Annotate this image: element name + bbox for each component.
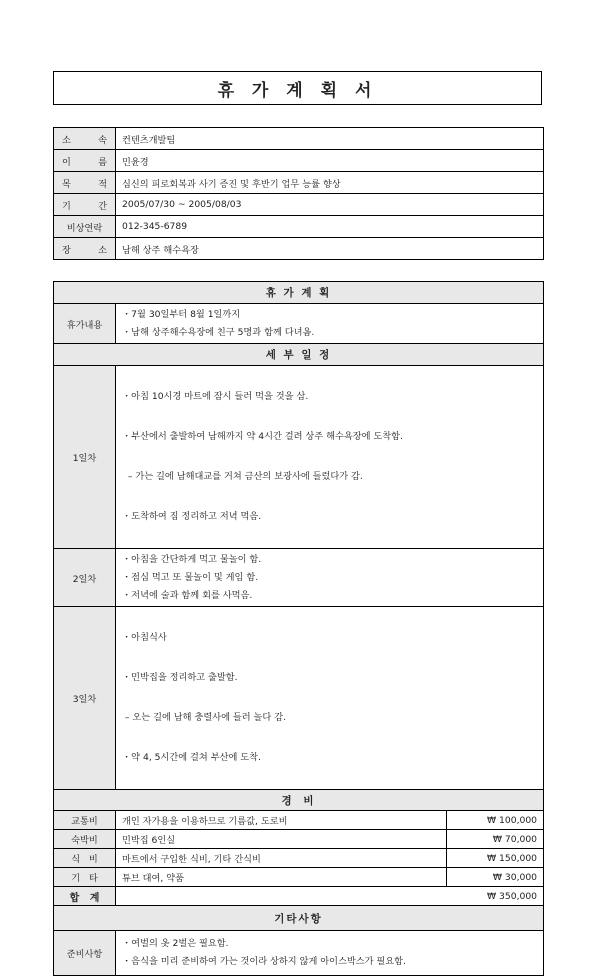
info-value: 민윤경: [116, 150, 544, 172]
schedule-line: ・아침 10시경 마트에 잠시 들러 먹을 것을 삼.: [122, 391, 309, 402]
info-row-period: [54, 194, 544, 216]
schedule-day-label: 3일차: [54, 607, 116, 790]
plan-table: [53, 281, 544, 976]
info-label: 이 름: [62, 156, 107, 168]
expense-desc: 민박집 6인실: [116, 830, 447, 849]
other-row: [54, 931, 544, 976]
expense-desc: 개인 자가용을 이용하므로 기름값, 도로비: [116, 811, 447, 830]
schedule-day-row: [54, 549, 544, 607]
schedule-line: ・점심 먹고 또 물놀이 및 게임 함.: [122, 571, 259, 583]
expense-total-label: 합 계: [54, 887, 116, 906]
document-title-box: [53, 71, 542, 105]
plan-content-row: [54, 304, 544, 344]
expense-row: [54, 830, 544, 849]
info-row-purpose: [54, 172, 544, 194]
info-value: 남해 상주 해수욕장: [116, 238, 544, 260]
schedule-line: ・부산에서 출발하여 남해까지 약 4시간 걸려 상주 해수욕장에 도착함.: [122, 431, 403, 442]
expense-desc: 마트에서 구입한 식비, 기타 간식비: [116, 849, 447, 868]
expense-row: [54, 811, 544, 830]
other-label: 준비사항: [54, 931, 116, 976]
expense-label: 숙박비: [54, 830, 116, 849]
info-value: 컨텐츠개발팀: [116, 128, 544, 150]
schedule-header: 세 부 일 정: [54, 344, 544, 366]
info-row-affiliation: [54, 128, 544, 150]
other-header: 기타사항: [54, 906, 544, 931]
expense-amount: ₩ 70,000: [447, 830, 544, 849]
info-value: 2005/07/30 ~ 2005/08/03: [116, 194, 544, 216]
info-row-location: [54, 238, 544, 260]
schedule-day-row: [54, 607, 544, 790]
schedule-day-label: 2일차: [54, 549, 116, 607]
schedule-line: ・아침을 간단하게 먹고 물놀이 함.: [122, 553, 262, 565]
expense-desc: 튜브 대여, 약품: [116, 868, 447, 887]
schedule-line: ・저녁에 술과 함께 회를 사먹음.: [122, 589, 253, 601]
schedule-line: – 오는 길에 남해 충렬사에 들러 놀다 감.: [122, 712, 287, 723]
info-label: 목 적: [62, 178, 107, 190]
schedule-day-label: 1일차: [54, 366, 116, 549]
expense-label: 식 비: [54, 849, 116, 868]
expense-total-row: [54, 887, 544, 906]
plan-header: 휴 가 계 획: [54, 282, 544, 304]
plan-content-label: 휴가내용: [54, 304, 116, 344]
info-label: 장 소: [62, 244, 107, 256]
other-line: ・음식을 미리 준비하여 가는 것이라 상하지 않게 아이스박스가 필요함.: [122, 956, 406, 967]
expenses-header: 경 비: [54, 790, 544, 811]
document-title: 휴 가 계 획 서: [217, 80, 378, 101]
schedule-day-row: [54, 366, 544, 549]
expense-total-amount: ₩ 350,000: [116, 887, 544, 906]
info-value: 심신의 피로회복과 사기 증진 및 후반기 업무 능률 향상: [116, 172, 544, 194]
schedule-line: – 가는 길에 남해대교를 거쳐 금산의 보광사에 들렀다가 감.: [122, 471, 363, 482]
expense-row: [54, 849, 544, 868]
info-label: 기 간: [62, 200, 107, 212]
schedule-line: ・약 4, 5시간에 걸쳐 부산에 도착.: [122, 752, 261, 763]
schedule-line: ・도착하여 짐 정리하고 저녁 먹음.: [122, 511, 262, 522]
expense-row: [54, 868, 544, 887]
info-row-emergency-contact: [54, 216, 544, 238]
info-row-name: [54, 150, 544, 172]
schedule-line: ・민박집을 정리하고 출발함.: [122, 672, 238, 683]
expense-amount: ₩ 30,000: [447, 868, 544, 887]
expense-label: 기 타: [54, 868, 116, 887]
info-label: 비상연락: [54, 216, 116, 238]
schedule-line: ・아침식사: [122, 632, 167, 643]
info-value: 012-345-6789: [116, 216, 544, 238]
info-table: [53, 127, 544, 260]
expense-label: 교통비: [54, 811, 116, 830]
expense-amount: ₩ 100,000: [447, 811, 544, 830]
plan-content-line: ・남해 상주해수욕장에 친구 5명과 함께 다녀옴.: [122, 326, 315, 338]
plan-content-line: ・7월 30일부터 8월 1일까지: [122, 308, 241, 320]
other-line: ・여벌의 옷 2벌은 필요함.: [122, 938, 229, 949]
info-label: 소 속: [62, 134, 107, 146]
expense-amount: ₩ 150,000: [447, 849, 544, 868]
